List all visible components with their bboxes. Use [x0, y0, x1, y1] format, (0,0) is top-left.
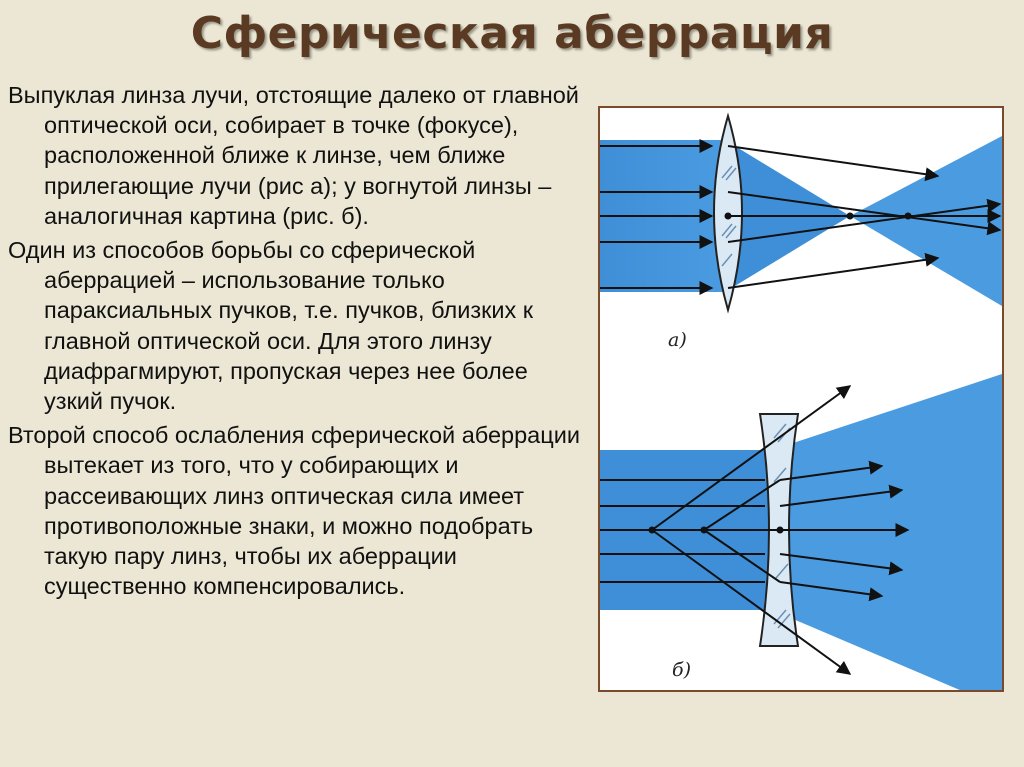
lens-diagram: [600, 108, 1002, 690]
figure-label-a: а): [668, 329, 687, 351]
slide-title: Сферическая аберрация: [190, 8, 834, 59]
bullet-list: [8, 80, 588, 605]
virtual-focus-near-b: [701, 527, 708, 534]
diagram-a: [600, 116, 1002, 351]
virtual-focus-far-b: [649, 527, 656, 534]
bullet-item-1: Выпуклая линза лучи, отстоящие далеко от главной оптической оси, собирает в точке (фокусе), расположенной ближе к линзе, чем ближе прилегающие лучи (рис а); у вогнутой линзы – аналогичная картина (рис. б).: [8, 82, 579, 229]
diagram-b: [600, 374, 1002, 690]
focus-near-a: [905, 213, 912, 220]
figure-label-b: б): [672, 659, 692, 681]
bullet-item-3: Второй способ ослабления сферической аберрации вытекает из того, что у собирающих и рассеивающих линз оптическая сила имеет противоположные знаки, и можно подобрать такую пару линз, чтобы их аберрации существенно компенсировались.: [8, 422, 580, 600]
bullet-item-2: Один из способов борьбы со сферической аберрацией – использование только параксиальных пучков, т.е. пучков, близких к главной оптической оси. Для этого линзу диафрагмируют, пропуская через нее более узкий пучок.: [8, 237, 534, 415]
focus-far-a: [847, 213, 854, 220]
aberration-figure: [598, 106, 1004, 692]
